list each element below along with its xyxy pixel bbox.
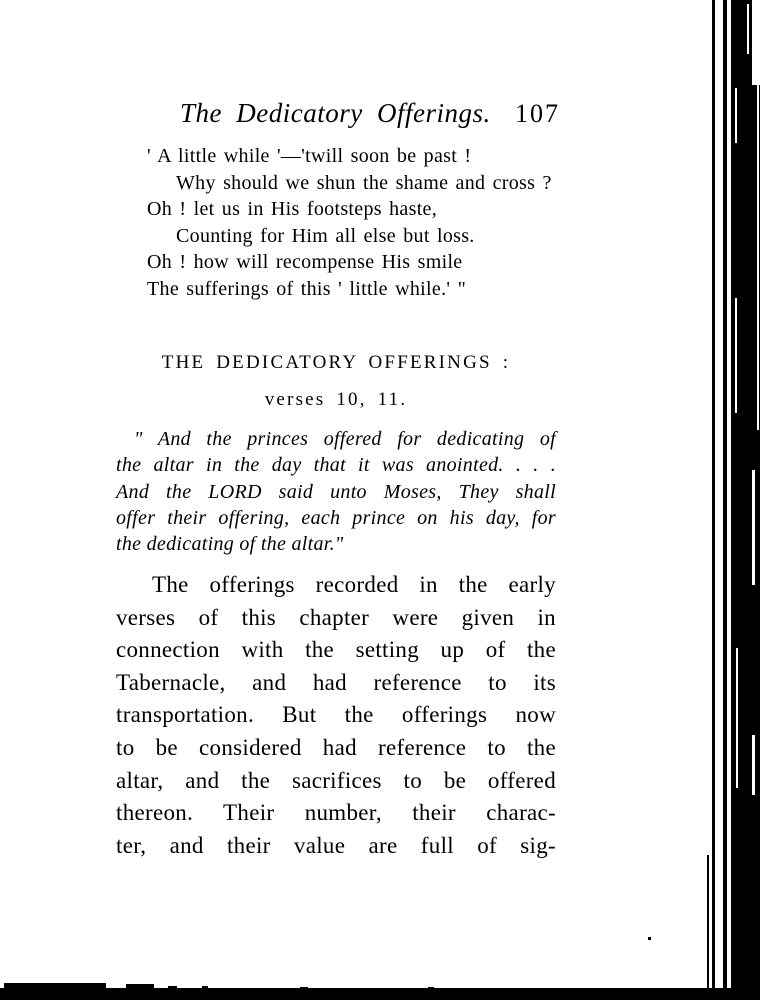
scan-bottom-edge <box>0 988 760 1000</box>
quote-line: " And the princes offered for dedicating of <box>134 428 556 450</box>
page-number: 107 <box>514 99 560 128</box>
scan-gutter-line <box>707 855 709 1000</box>
scan-bottom-ragged <box>300 987 308 989</box>
scan-white-streak <box>752 0 760 85</box>
quote-line: the altar in the day that it was anointed. . . . <box>116 454 556 477</box>
quote-line: the dedicating of the altar." <box>116 533 344 556</box>
scripture-quote <box>116 426 556 557</box>
running-header <box>150 97 590 130</box>
poem-line: Oh ! how will recompense His smile <box>147 251 463 274</box>
poem-stanza <box>147 143 587 303</box>
quote-line: And the LORD said unto Moses, They shall <box>116 480 556 503</box>
scan-white-streak <box>757 85 759 430</box>
scan-white-streak <box>735 298 737 413</box>
body-line: altar, and the sacrifices to be offered <box>116 767 556 793</box>
body-paragraph <box>116 569 556 862</box>
scan-bottom-ragged <box>168 986 177 989</box>
body-line: to be considered had reference to the <box>116 734 556 760</box>
body-line: transportation. But the offerings now <box>116 702 556 728</box>
page-title: The Dedicatory Offerings. <box>180 98 491 128</box>
scan-gutter-line <box>712 0 715 1000</box>
scan-white-streak <box>747 4 749 54</box>
chapter-heading-block <box>116 351 556 411</box>
body-line: thereon. Their number, their charac- <box>116 800 556 826</box>
scan-bottom-ragged <box>428 987 434 989</box>
scan-speck <box>648 937 651 940</box>
poem-line: ' A little while '—'twill soon be past ! <box>147 145 472 167</box>
poem-line: The sufferings of this ' little while.' " <box>147 277 467 300</box>
scan-bottom-ragged <box>4 983 106 989</box>
scan-gutter-band <box>731 0 760 1000</box>
scan-white-streak <box>736 648 738 788</box>
body-line: Tabernacle, and had reference to its <box>116 669 556 695</box>
body-line: ter, and their value are full of sig- <box>116 832 556 858</box>
poem-line: Oh ! let us in His footsteps haste, <box>147 198 438 221</box>
body-line: verses of this chapter were given in <box>116 604 556 630</box>
scan-white-streak <box>752 735 755 795</box>
body-line: The offerings recorded in the early <box>152 572 556 597</box>
scan-bottom-ragged <box>126 984 154 989</box>
scan-white-streak <box>735 88 737 143</box>
quote-line: offer their offering, each prince on his day, for <box>116 506 556 529</box>
chapter-heading: THE DEDICATORY OFFERINGS : <box>161 352 511 373</box>
scan-bottom-ragged <box>202 986 208 989</box>
scan-gutter-line <box>723 0 727 1000</box>
scan-white-streak <box>752 470 755 585</box>
scan-white-streak <box>729 560 731 720</box>
poem-line: Counting for Him all else but loss. <box>176 224 475 247</box>
body-line: connection with the setting up of the <box>116 637 556 663</box>
chapter-verse-reference: verses 10, 11. <box>264 389 408 410</box>
poem-line: Why should we shun the shame and cross ? <box>176 171 552 194</box>
